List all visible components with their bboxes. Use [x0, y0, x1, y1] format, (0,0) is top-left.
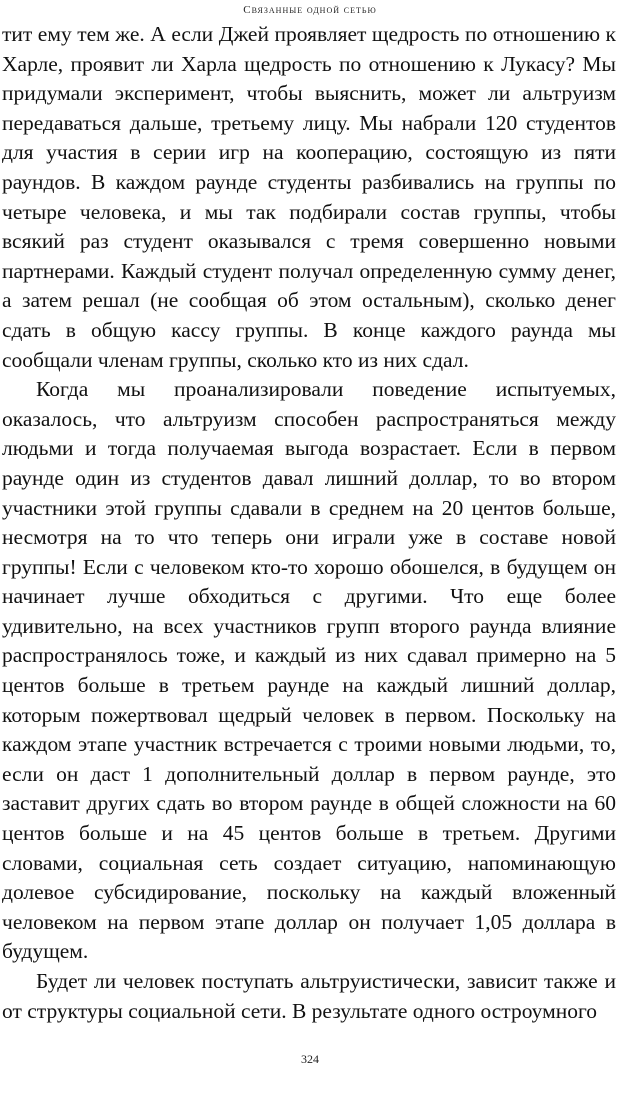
page-number: 324: [301, 1052, 319, 1066]
running-header: Связанные одной сетью: [243, 4, 377, 16]
body-text: [2, 20, 616, 1026]
paragraph-2: Когда мы проанализировали поведение испытуемых, оказалось, что альтруизм способен распространяться между людьми и тогда получаемая выгода возрастает. Если в первом раунде один из студентов давал лишний доллар, то во втором участники этой группы сдавали в среднем на 20 центов больше, несмотря на то что теперь они играли уже в составе новой группы! Если с человеком кто-то хорошо обошелся, в будущем он начинает лучше обходиться с другими. Что еще более удивительно, на всех участников групп второго раунда влияние распространялось тоже, и каждый из них сдавал примерно на 5 центов больше в третьем раунде на каждый лишний доллар, которым пожертвовал щедрый человек в первом. Поскольку на каждом этапе участник встречается с троими новыми людьми, то, если он даст 1 дополнительный доллар в первом раунде, это заставит других сдать во втором раунде в общей сложности на 60 центов больше и на 45 центов больше в третьем. Другими словами, социальная сеть создает ситуацию, напоминающую долевое субсидирование, поскольку на каждый вложенный человеком на первом этапе доллар он получает 1,05 доллара в будущем.: [2, 377, 616, 964]
paragraph-3: Будет ли человек поступать альтруистически, зависит также и от структуры социальной сети. В результате одного остроумного: [2, 969, 616, 1023]
paragraph-1: тит ему тем же. А если Джей проявляет щедрость по отношению к Харле, проявит ли Харла щедрость по отношению к Лукасу? Мы придумали эксперимент, чтобы выяснить, может ли альтруизм передаваться дальше, третьему лицу. Мы набрали 120 студентов для участия в серии игр на кооперацию, состоящую из пяти раундов. В каждом раунде студенты разбивались на группы по четыре человека, и мы так подбирали состав группы, чтобы всякий раз студент оказывался с тремя совершенно новыми партнерами. Каждый студент получал определенную сумму денег, а затем решал (не сообщая об этом остальным), сколько денег сдать в общую кассу группы. В конце каждого раунда мы сообщали членам группы, сколько кто из них сдал.: [2, 22, 616, 372]
